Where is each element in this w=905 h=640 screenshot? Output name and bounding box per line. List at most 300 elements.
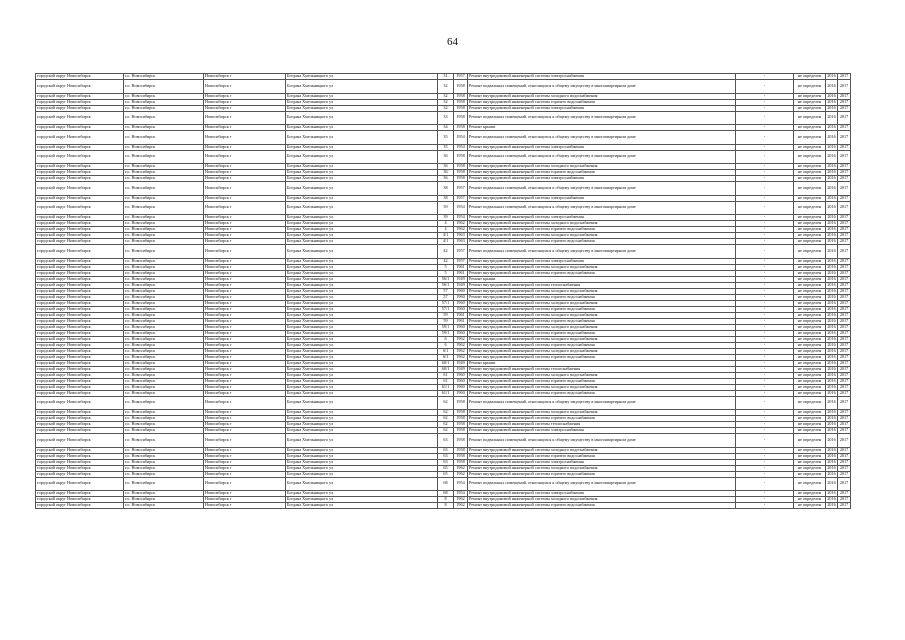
start-year-cell: 2016 — [827, 195, 836, 200]
district-cell: городской округ Новосибирск — [36, 270, 124, 276]
start-year-cell: 2016 — [827, 453, 836, 458]
street-cell: Богдана Хмельницкого ул — [286, 93, 438, 99]
work-type-cell: Ремонт подвальных помещений, относящихся к общему имуществу в многоквартирном доме — [468, 477, 736, 491]
build-year-cell: 1957 — [454, 74, 468, 80]
build-year-cell: 1958 — [454, 150, 468, 164]
city-cell: Новосибирск г — [204, 150, 286, 164]
build-year-cell: 1961 — [454, 264, 468, 270]
municipality-cell: г.о. Новосибирск — [124, 372, 204, 378]
cost-cell: не определен — [794, 245, 826, 259]
work-type-cell: Ремонт подвальных помещений, относящихся к общему имуществу в многоквартирном доме — [468, 201, 736, 215]
district-cell: городской округ Новосибирск — [36, 342, 124, 348]
start-year-cell: 2016 — [827, 232, 836, 238]
city-cell: Новосибирск г — [204, 221, 286, 227]
house-number-cell: 32 — [438, 105, 454, 111]
build-year-cell: 1960 — [454, 384, 468, 390]
work-type-cell: Ремонт внутридомовой инженерной системы горячего водоснабжения — [468, 471, 736, 477]
street-cell: Богдана Хмельницкого ул — [286, 324, 438, 330]
city-cell: Новосибирск г — [204, 288, 286, 294]
end-year-cell: 2017 — [838, 239, 851, 245]
street-cell: Богдана Хмельницкого ул — [286, 477, 438, 491]
cost-cell: не определен — [794, 170, 826, 176]
municipality-cell: г.о. Новосибирск — [124, 348, 204, 354]
end-year-cell: 2017 — [838, 80, 851, 94]
cost-cell: не определен — [794, 105, 826, 111]
end-year-cell: 2017 — [838, 288, 851, 294]
house-number-cell: 36 — [438, 150, 454, 164]
work-type-cell: Ремонт внутридомовой инженерной системы электроснабжения — [468, 428, 736, 434]
municipality-cell: г.о. Новосибирск — [124, 111, 204, 125]
district-cell: городской округ Новосибирск — [36, 74, 124, 80]
street-cell: Богдана Хмельницкого ул — [286, 144, 438, 150]
build-year-cell: 1958 — [454, 396, 468, 410]
cost-cell: не определен — [794, 360, 826, 366]
city-cell: Новосибирск г — [204, 471, 286, 477]
city-cell: Новосибирск г — [204, 491, 286, 497]
house-number-cell: 68 — [438, 491, 454, 497]
cost-cell: не определен — [794, 288, 826, 294]
municipality-cell: г.о. Новосибирск — [124, 384, 204, 390]
district-cell: городской округ Новосибирск — [36, 144, 124, 150]
build-year-cell: 1958 — [454, 434, 468, 448]
street-cell: Богдана Хмельницкого ул — [286, 74, 438, 80]
end-year-cell: 2017 — [838, 312, 851, 318]
build-year-cell: 1957 — [454, 182, 468, 196]
work-type-cell: Ремонт внутридомовой инженерной системы горячего водоснабжения — [468, 99, 736, 105]
district-cell: городской округ Новосибирск — [36, 150, 124, 164]
end-year-cell: 2017 — [838, 99, 851, 105]
dash-cell: - — [736, 416, 794, 422]
district-cell: городской округ Новосибирск — [36, 372, 124, 378]
cost-cell: не определен — [794, 164, 826, 170]
build-year-cell: 1961 — [454, 318, 468, 324]
end-year-cell: 2017 — [838, 390, 851, 396]
cost-cell: не определен — [794, 176, 826, 182]
cost-cell: не определен — [794, 503, 826, 509]
municipality-cell: г.о. Новосибирск — [124, 164, 204, 170]
district-cell: городской округ Новосибирск — [36, 422, 124, 428]
city-cell: Новосибирск г — [204, 342, 286, 348]
start-year-cell: 2016 — [827, 502, 836, 508]
house-number-cell: 4 — [438, 221, 454, 227]
city-cell: Новосибирск г — [204, 428, 286, 434]
house-number-cell: 57/1 — [438, 300, 454, 306]
end-year-cell: 2017 — [838, 300, 851, 306]
street-cell: Богдана Хмельницкого ул — [286, 176, 438, 182]
house-number-cell: 57/1 — [438, 306, 454, 312]
dash-cell: - — [736, 503, 794, 509]
house-number-cell: 62 — [438, 396, 454, 410]
cost-cell: не определен — [794, 410, 826, 416]
house-number-cell: 60/1 — [438, 360, 454, 366]
start-year-cell: 2016 — [827, 226, 836, 232]
build-year-cell: 1958 — [454, 453, 468, 459]
build-year-cell: 1962 — [454, 227, 468, 233]
municipality-cell: г.о. Новосибирск — [124, 447, 204, 453]
district-cell: городской округ Новосибирск — [36, 239, 124, 245]
end-year-cell: 2017 — [838, 491, 851, 497]
dash-cell: - — [736, 384, 794, 390]
cost-cell: не определен — [794, 221, 826, 227]
dash-cell: - — [736, 233, 794, 239]
house-number-cell: 61 — [438, 378, 454, 384]
city-cell: Новосибирск г — [204, 312, 286, 318]
start-year-cell: 2016 — [827, 384, 836, 389]
house-number-cell: 39 — [438, 215, 454, 221]
city-cell: Новосибирск г — [204, 300, 286, 306]
build-year-cell: 1962 — [454, 497, 468, 503]
work-type-cell: Ремонт внутридомовой инженерной системы горячего водоснабжения — [468, 318, 736, 324]
district-cell: городской округ Новосибирск — [36, 390, 124, 396]
municipality-cell: г.о. Новосибирск — [124, 497, 204, 503]
street-cell: Богдана Хмельницкого ул — [286, 170, 438, 176]
build-year-cell: 1949 — [454, 276, 468, 282]
municipality-cell: г.о. Новосибирск — [124, 170, 204, 176]
build-year-cell: 1962 — [454, 465, 468, 471]
dash-cell: - — [736, 176, 794, 182]
end-year-cell: 2017 — [838, 372, 851, 378]
cost-cell: не определен — [794, 294, 826, 300]
house-number-cell: 59/1 — [438, 324, 454, 330]
dash-cell: - — [736, 111, 794, 125]
cost-cell: не определен — [794, 428, 826, 434]
district-cell: городской округ Новосибирск — [36, 201, 124, 215]
cost-cell: не определен — [794, 233, 826, 239]
build-year-cell: 1958 — [454, 80, 468, 94]
cost-cell: не определен — [794, 384, 826, 390]
cost-cell: не определен — [794, 282, 826, 288]
street-cell: Богдана Хмельницкого ул — [286, 300, 438, 306]
cost-cell: не определен — [794, 258, 826, 264]
work-type-cell: Ремонт внутридомовой инженерной системы электроснабжения — [468, 105, 736, 111]
house-number-cell: 32 — [438, 99, 454, 105]
street-cell: Богдана Хмельницкого ул — [286, 282, 438, 288]
build-year-cell: 1962 — [454, 336, 468, 342]
table-row — [36, 131, 851, 145]
city-cell: Новосибирск г — [204, 384, 286, 390]
end-year-cell: 2017 — [838, 378, 851, 384]
end-year-cell: 2017 — [838, 164, 851, 170]
end-year-cell: 2017 — [838, 176, 851, 182]
city-cell: Новосибирск г — [204, 176, 286, 182]
municipality-cell: г.о. Новосибирск — [124, 503, 204, 509]
city-cell: Новосибирск г — [204, 318, 286, 324]
house-number-cell: 63 — [438, 459, 454, 465]
dash-cell: - — [736, 221, 794, 227]
start-year-cell: 2016 — [827, 330, 836, 335]
street-cell: Богдана Хмельницкого ул — [286, 99, 438, 105]
work-type-cell: Ремонт подвальных помещений, относящихся к общему имуществу в многоквартирном доме — [468, 396, 736, 410]
dash-cell: - — [736, 306, 794, 312]
house-number-cell: 8 — [438, 503, 454, 509]
municipality-cell: г.о. Новосибирск — [124, 453, 204, 459]
build-year-cell: 1960 — [454, 324, 468, 330]
city-cell: Новосибирск г — [204, 348, 286, 354]
end-year-cell: 2017 — [838, 471, 851, 477]
dash-cell: - — [736, 348, 794, 354]
street-cell: Богдана Хмельницкого ул — [286, 390, 438, 396]
cost-cell: не определен — [794, 390, 826, 396]
cost-cell: не определен — [794, 330, 826, 336]
street-cell: Богдана Хмельницкого ул — [286, 221, 438, 227]
work-type-cell: Ремонт подвальных помещений, относящихся к общему имуществу в многоквартирном доме — [468, 182, 736, 196]
work-type-cell: Ремонт внутридомовой инженерной системы горячего водоснабжения — [468, 294, 736, 300]
municipality-cell: г.о. Новосибирск — [124, 422, 204, 428]
dash-cell: - — [736, 453, 794, 459]
house-number-cell: 32 — [438, 80, 454, 94]
municipality-cell: г.о. Новосибирск — [124, 131, 204, 145]
street-cell: Богдана Хмельницкого ул — [286, 270, 438, 276]
dash-cell: - — [736, 378, 794, 384]
city-cell: Новосибирск г — [204, 99, 286, 105]
district-cell: городской округ Новосибирск — [36, 125, 124, 131]
district-cell: городской округ Новосибирск — [36, 264, 124, 270]
cost-cell: не определен — [794, 111, 826, 125]
build-year-cell: 1960 — [454, 330, 468, 336]
city-cell: Новосибирск г — [204, 111, 286, 125]
street-cell: Богдана Хмельницкого ул — [286, 288, 438, 294]
work-type-cell: Ремонт внутридомовой инженерной системы холодного водоснабжения — [468, 288, 736, 294]
end-year-cell: 2017 — [838, 360, 851, 366]
table-row — [36, 201, 851, 215]
cost-cell: не определен — [794, 150, 826, 164]
start-year-cell: 2016 — [827, 306, 836, 311]
end-year-cell: 2017 — [838, 221, 851, 227]
dash-cell: - — [736, 201, 794, 215]
house-number-cell: 6 — [438, 336, 454, 342]
dash-cell: - — [736, 471, 794, 477]
start-year-cell: 2016 — [827, 169, 836, 175]
end-year-cell: 2017 — [838, 258, 851, 264]
work-type-cell: Ремонт крыши — [468, 276, 736, 282]
district-cell: городской округ Новосибирск — [36, 497, 124, 503]
district-cell: городской округ Новосибирск — [36, 465, 124, 471]
house-number-cell: 4/1 — [438, 233, 454, 239]
dash-cell: - — [736, 428, 794, 434]
street-cell: Богдана Хмельницкого ул — [286, 360, 438, 366]
city-cell: Новосибирск г — [204, 416, 286, 422]
build-year-cell: 1958 — [454, 93, 468, 99]
city-cell: Новосибирск г — [204, 276, 286, 282]
dash-cell: - — [736, 422, 794, 428]
municipality-cell: г.о. Новосибирск — [124, 416, 204, 422]
street-cell: Богдана Хмельницкого ул — [286, 503, 438, 509]
cost-cell: не определен — [794, 366, 826, 372]
dash-cell: - — [736, 366, 794, 372]
street-cell: Богдана Хмельницкого ул — [286, 164, 438, 170]
start-year-cell: 2016 — [826, 477, 838, 491]
street-cell: Богдана Хмельницкого ул — [286, 447, 438, 453]
dash-cell: - — [736, 497, 794, 503]
start-year-cell: 2016 — [826, 131, 838, 145]
dash-cell: - — [736, 491, 794, 497]
build-year-cell: 1958 — [454, 164, 468, 170]
house-number-cell: 42 — [438, 245, 454, 259]
street-cell: Богдана Хмельницкого ул — [286, 372, 438, 378]
table-row — [36, 396, 851, 410]
start-year-cell: 2016 — [827, 490, 836, 496]
build-year-cell: 1963 — [454, 239, 468, 245]
district-cell: городской округ Новосибирск — [36, 477, 124, 491]
street-cell: Богдана Хмельницкого ул — [286, 111, 438, 125]
end-year-cell: 2017 — [838, 270, 851, 276]
city-cell: Новосибирск г — [204, 144, 286, 150]
work-type-cell: Ремонт внутридомовой инженерной системы холодного водоснабжения — [468, 384, 736, 390]
dash-cell: - — [736, 360, 794, 366]
dash-cell: - — [736, 312, 794, 318]
work-type-cell: Ремонт внутридомовой инженерной системы электроснабжения — [468, 459, 736, 465]
start-year-cell: 2016 — [826, 201, 838, 215]
house-number-cell: 32 — [438, 93, 454, 99]
street-cell: Богдана Хмельницкого ул — [286, 422, 438, 428]
street-cell: Богдана Хмельницкого ул — [286, 336, 438, 342]
district-cell: городской округ Новосибирск — [36, 348, 124, 354]
start-year-cell: 2016 — [827, 447, 836, 452]
house-number-cell: 62 — [438, 428, 454, 434]
district-cell: городской округ Новосибирск — [36, 111, 124, 125]
start-year-cell: 2016 — [827, 105, 836, 110]
district-cell: городской округ Новосибирск — [36, 330, 124, 336]
build-year-cell: 1958 — [454, 99, 468, 105]
build-year-cell: 1957 — [454, 195, 468, 201]
end-year-cell: 2017 — [838, 276, 851, 282]
house-number-cell: 39 — [438, 201, 454, 215]
district-cell: городской округ Новосибирск — [36, 105, 124, 111]
street-cell: Богдана Хмельницкого ул — [286, 150, 438, 164]
end-year-cell: 2017 — [838, 170, 851, 176]
start-year-cell: 2016 — [827, 163, 836, 169]
work-type-cell: Ремонт внутридомовой инженерной системы холодного водоснабжения — [468, 324, 736, 330]
municipality-cell: г.о. Новосибирск — [124, 239, 204, 245]
city-cell: Новосибирск г — [204, 264, 286, 270]
street-cell: Богдана Хмельницкого ул — [286, 318, 438, 324]
build-year-cell: 1958 — [454, 459, 468, 465]
municipality-cell: г.о. Новосибирск — [124, 264, 204, 270]
end-year-cell: 2017 — [838, 306, 851, 312]
city-cell: Новосибирск г — [204, 201, 286, 215]
end-year-cell: 2017 — [838, 348, 851, 354]
start-year-cell: 2016 — [827, 415, 836, 421]
start-year-cell: 2016 — [827, 220, 836, 226]
street-cell: Богдана Хмельницкого ул — [286, 497, 438, 503]
cost-cell: не определен — [794, 348, 826, 354]
dash-cell: - — [736, 410, 794, 416]
dash-cell: - — [736, 99, 794, 105]
start-year-cell: 2016 — [827, 124, 836, 130]
street-cell: Богдана Хмельницкого ул — [286, 354, 438, 360]
end-year-cell: 2017 — [838, 416, 851, 422]
municipality-cell: г.о. Новосибирск — [124, 360, 204, 366]
house-number-cell: 65 — [438, 465, 454, 471]
district-cell: городской округ Новосибирск — [36, 416, 124, 422]
start-year-cell: 2016 — [827, 336, 836, 341]
municipality-cell: г.о. Новосибирск — [124, 182, 204, 196]
house-number-cell: 5 — [438, 270, 454, 276]
cost-cell: не определен — [794, 416, 826, 422]
start-year-cell: 2016 — [827, 342, 836, 347]
end-year-cell: 2017 — [838, 434, 851, 448]
start-year-cell: 2016 — [826, 396, 838, 410]
municipality-cell: г.о. Новосибирск — [124, 312, 204, 318]
start-year-cell: 2016 — [827, 471, 836, 476]
city-cell: Новосибирск г — [204, 410, 286, 416]
municipality-cell: г.о. Новосибирск — [124, 342, 204, 348]
municipality-cell: г.о. Новосибирск — [124, 354, 204, 360]
dash-cell: - — [736, 144, 794, 150]
street-cell: Богдана Хмельницкого ул — [286, 258, 438, 264]
house-number-cell: 35 — [438, 144, 454, 150]
street-cell: Богдана Хмельницкого ул — [286, 233, 438, 239]
street-cell: Богдана Хмельницкого ул — [286, 453, 438, 459]
start-year-cell: 2016 — [827, 238, 836, 244]
work-type-cell: Ремонт внутридомовой инженерной системы горячего водоснабжения — [468, 227, 736, 233]
district-cell: городской округ Новосибирск — [36, 170, 124, 176]
work-type-cell: Ремонт внутридомовой инженерной системы электроснабжения — [468, 74, 736, 80]
house-number-cell: 31 — [438, 74, 454, 80]
cost-cell: не определен — [794, 372, 826, 378]
start-year-cell: 2016 — [826, 434, 838, 448]
build-year-cell: 1954 — [454, 491, 468, 497]
end-year-cell: 2017 — [838, 201, 851, 215]
dash-cell: - — [736, 372, 794, 378]
end-year-cell: 2017 — [838, 195, 851, 201]
district-cell: городской округ Новосибирск — [36, 306, 124, 312]
cost-cell: не определен — [794, 300, 826, 306]
end-year-cell: 2017 — [838, 324, 851, 330]
work-type-cell: Ремонт внутридомовой инженерной системы холодного водоснабжения — [468, 410, 736, 416]
build-year-cell: 1958 — [454, 125, 468, 131]
cost-cell: не определен — [794, 378, 826, 384]
city-cell: Новосибирск г — [204, 390, 286, 396]
district-cell: городской округ Новосибирск — [36, 221, 124, 227]
dash-cell: - — [736, 465, 794, 471]
district-cell: городской округ Новосибирск — [36, 491, 124, 497]
cost-cell: не определен — [794, 312, 826, 318]
work-type-cell: Ремонт подвальных помещений, относящихся к общему имуществу в многоквартирном доме — [468, 131, 736, 145]
end-year-cell: 2017 — [838, 354, 851, 360]
city-cell: Новосибирск г — [204, 227, 286, 233]
build-year-cell: 1954 — [454, 144, 468, 150]
start-year-cell: 2016 — [827, 99, 836, 104]
work-type-cell: Ремонт крыши — [468, 360, 736, 366]
street-cell: Богдана Хмельницкого ул — [286, 227, 438, 233]
start-year-cell: 2016 — [827, 264, 836, 269]
municipality-cell: г.о. Новосибирск — [124, 306, 204, 312]
cost-cell: не определен — [794, 270, 826, 276]
build-year-cell: 1962 — [454, 471, 468, 477]
end-year-cell: 2017 — [838, 428, 851, 434]
house-number-cell: 63 — [438, 434, 454, 448]
build-year-cell: 1958 — [454, 428, 468, 434]
municipality-cell: г.о. Новосибирск — [124, 378, 204, 384]
district-cell: городской округ Новосибирск — [36, 410, 124, 416]
end-year-cell: 2017 — [838, 74, 851, 80]
dash-cell: - — [736, 245, 794, 259]
house-number-cell: 6 — [438, 342, 454, 348]
municipality-cell: г.о. Новосибирск — [124, 465, 204, 471]
build-year-cell: 1954 — [454, 215, 468, 221]
district-cell: городской округ Новосибирск — [36, 131, 124, 145]
city-cell: Новосибирск г — [204, 360, 286, 366]
end-year-cell: 2017 — [838, 330, 851, 336]
cost-cell: не определен — [794, 342, 826, 348]
work-type-cell: Ремонт внутридомовой инженерной системы холодного водоснабжения — [468, 221, 736, 227]
house-number-cell: 59/1 — [438, 330, 454, 336]
start-year-cell: 2016 — [827, 366, 836, 371]
end-year-cell: 2017 — [838, 410, 851, 416]
build-year-cell: 1958 — [454, 416, 468, 422]
street-cell: Богдана Хмельницкого ул — [286, 491, 438, 497]
